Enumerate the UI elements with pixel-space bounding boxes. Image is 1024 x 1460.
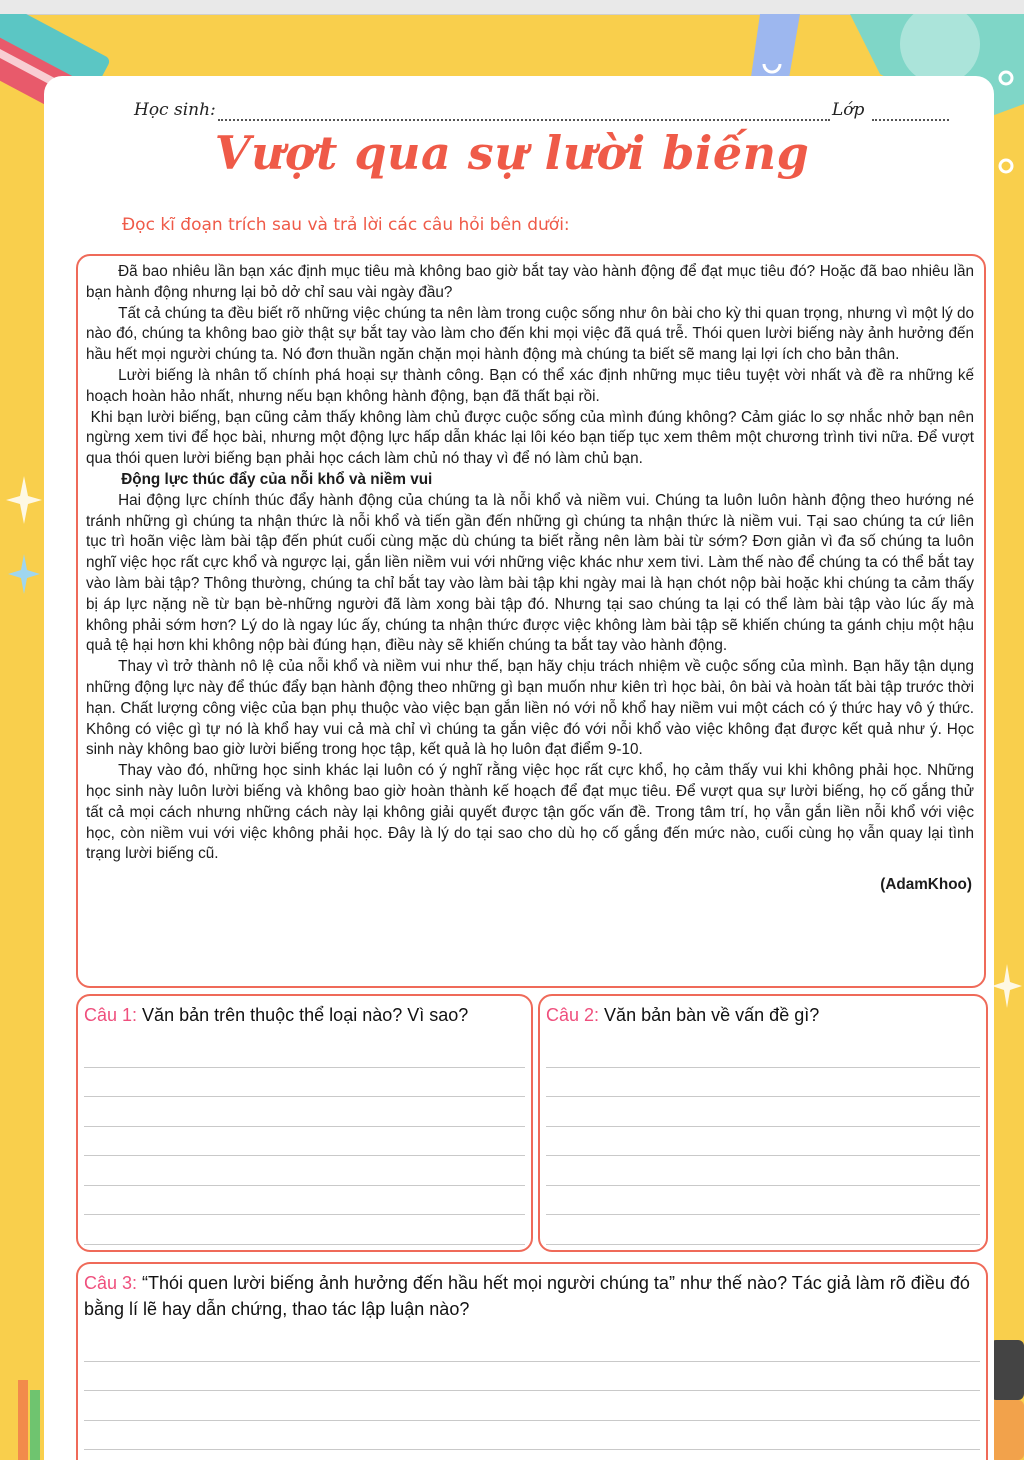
question-1-text xyxy=(84,1002,525,1028)
question-2-text xyxy=(546,1002,980,1028)
question-1-prompt: Văn bản trên thuộc thể loại nào? Vì sao? xyxy=(137,1005,469,1025)
passage-subheading: Động lực thúc đẩy của nỗi khổ và niềm vui xyxy=(121,470,433,488)
student-name-field[interactable] xyxy=(218,119,830,121)
window-top-bar xyxy=(0,0,1024,15)
student-info-line xyxy=(134,100,949,124)
question-1-box xyxy=(76,994,533,1252)
passage-paragraph: Khi bạn lười biếng, bạn cũng cảm thấy không làm chủ được cuộc sống của mình đúng không? Cảm giác lo sợ nhắc nhở bạn nên ngừng xem tivi để học bài, nhưng một động lực hấp dẫn khác lại lôi kéo bạn tiếp tục xem thêm một chương trình tivi nữa. Để vượt qua thói quen lười biếng bạn phải học cách làm chủ nó thay vì để nó làm chủ bạn. xyxy=(86,408,974,468)
question-2-label: Câu 2: xyxy=(546,1005,600,1025)
question-3-answer-lines[interactable] xyxy=(84,1332,980,1450)
question-2-answer-lines[interactable] xyxy=(546,1038,980,1245)
question-3-text xyxy=(84,1270,980,1322)
class-field[interactable] xyxy=(872,119,949,121)
class-label: Lớp xyxy=(832,100,865,120)
student-name-label: Học sinh: xyxy=(134,100,216,120)
passage-paragraph: Đã bao nhiêu lần bạn xác định mục tiêu mà không bao giờ bắt tay vào hành động để đạt mục tiêu đó? Hoặc đã bao nhiêu lần bạn hành động nhưng lại bỏ dở chỉ sau vài ngày đầu? xyxy=(86,263,974,301)
question-3-prompt: “Thói quen lười biếng ảnh hưởng đến hầu hết mọi người chúng ta” như thế nào? Tác giả làm rõ điều đó bằng lí lẽ hay dẫn chứng, thao tác lập luận nào? xyxy=(84,1273,970,1319)
star-left-icon xyxy=(4,470,44,610)
reading-passage xyxy=(76,254,986,988)
star-right-icon xyxy=(990,960,1024,1020)
question-1-label: Câu 1: xyxy=(84,1005,138,1025)
worksheet-title: Vượt qua sự lười biếng xyxy=(214,126,810,180)
passage-paragraph: Tất cả chúng ta đều biết rõ những việc chúng ta nên làm trong cuộc sống như ôn bài cho kỳ thi quan trọng, nhưng vì một lý do nào đó, chúng ta không bao giờ thật sự bắt tay vào làm cho đến khi mọi việc đã quá trễ. Thói quen lười biếng này ảnh hưởng đến hầu hết mọi người chúng ta. Nó đơn thuần ngăn chặn mọi hành động mà chúng ta biết sẽ mang lại lợi ích cho bản thân. xyxy=(86,304,974,364)
passage-paragraph: Lười biếng là nhân tố chính phá hoại sự thành công. Bạn có thể xác định những mục tiêu tuyệt vời nhất và đề ra những kế hoạch hoàn hảo nhất, nhưng nếu bạn không hành động, bạn đã thất bại rồi. xyxy=(86,366,974,405)
passage-paragraph: Thay vào đó, những học sinh khác lại luôn có ý nghĩ rằng việc học rất cực khổ, họ cảm thấy vui khi không phải học. Những học sinh này luôn lười biếng và không bao giờ hoàn thành kế hoạch để đạt mục tiêu. Để vượt qua sự lười biếng, họ cố gắng thử tất cả mọi cách nhưng những cách này lại không giải quyết được tận gốc vấn đề. Trong tâm trí, họ vẫn gắn liền nỗi khổ với việc học, còn niềm vui với việc không phải học. Đây là lý do tại sao cho dù họ cố gắng đến mức nào, cuối cùng họ vẫn quay lại tình trạng lười biếng cũ. xyxy=(86,762,974,863)
passage-source: (AdamKhoo) xyxy=(880,876,972,894)
question-3-box xyxy=(76,1262,988,1460)
instruction-text: Đọc kĩ đoạn trích sau và trả lời các câu hỏi bên dưới: xyxy=(122,215,570,235)
passage-paragraph: Thay vì trở thành nô lệ của nỗi khổ và niềm vui như thế, bạn hãy chịu trách nhiệm về cuộc sống của mình. Bạn hãy tận dụng những động lực này để thúc đẩy bạn hành động theo những gì bạn muốn như kiên trì học bài, ôn bài và hoàn tất bài tập trước thời hạn. Chất lượng công việc của bạn phụ thuộc vào việc bạn gắn liền nó với nỗ khổ hay niềm vui một cách có ý thức hay vô ý thức. Không có việc gì tự nó là khổ hay vui cả mà chỉ vì chúng ta gắn việc đó với nỗi khổ vào việc không đạt được kết quả như ý. Học sinh này không bao giờ lười biếng trong học tập, kết quả là họ luôn đạt điểm 9-10. xyxy=(86,658,974,759)
question-2-prompt: Văn bản bàn về vấn đề gì? xyxy=(599,1005,820,1025)
question-1-answer-lines[interactable] xyxy=(84,1038,525,1245)
passage-paragraph: Hai động lực chính thúc đẩy hành động của chúng ta là nỗi khổ và niềm vui. Chúng ta luôn luôn hành động theo hướng né tránh những gì chúng ta nhận thức là nỗi khổ và tiến gần đến những gì chúng ta nhận thức là niềm vui. Tại sao chúng ta cứ liên tục trì hoãn việc làm bài tập đến phút cuối cùng mặc dù chúng ta biết rằng nên làm bài từ sớm? Đơn giản vì đa số chúng ta luôn nghĩ việc học rất cực khổ và ngược lại, gắn liền niềm vui với những việc khác như xem tivi. Làm thế nào để chúng ta có thể bắt tay vào làm bài tập? Thông thường, chúng ta chỉ bắt tay vào làm bài tập khi ngày mai là hạn chót nộp bài hoặc khi chúng ta cảm thấy bị áp lực nặng nề từ bạn bè-những người đã làm xong bài tập đó. Nhưng tại sao chúng ta lại có thể làm bài tập vào lúc ấy mà không phải sớm hơn? Lý do là ngay lúc ấy, chúng ta nhận thức được việc không làm bài tập sẽ khiến chúng ta gánh chịu một hậu quả tệ hại hơn khi không nộp bài đúng hạn, điều này sẽ khiến chúng ta bắt tay vào hành động. xyxy=(86,491,974,655)
question-3-label: Câu 3: xyxy=(84,1273,138,1293)
question-2-box xyxy=(538,994,988,1252)
